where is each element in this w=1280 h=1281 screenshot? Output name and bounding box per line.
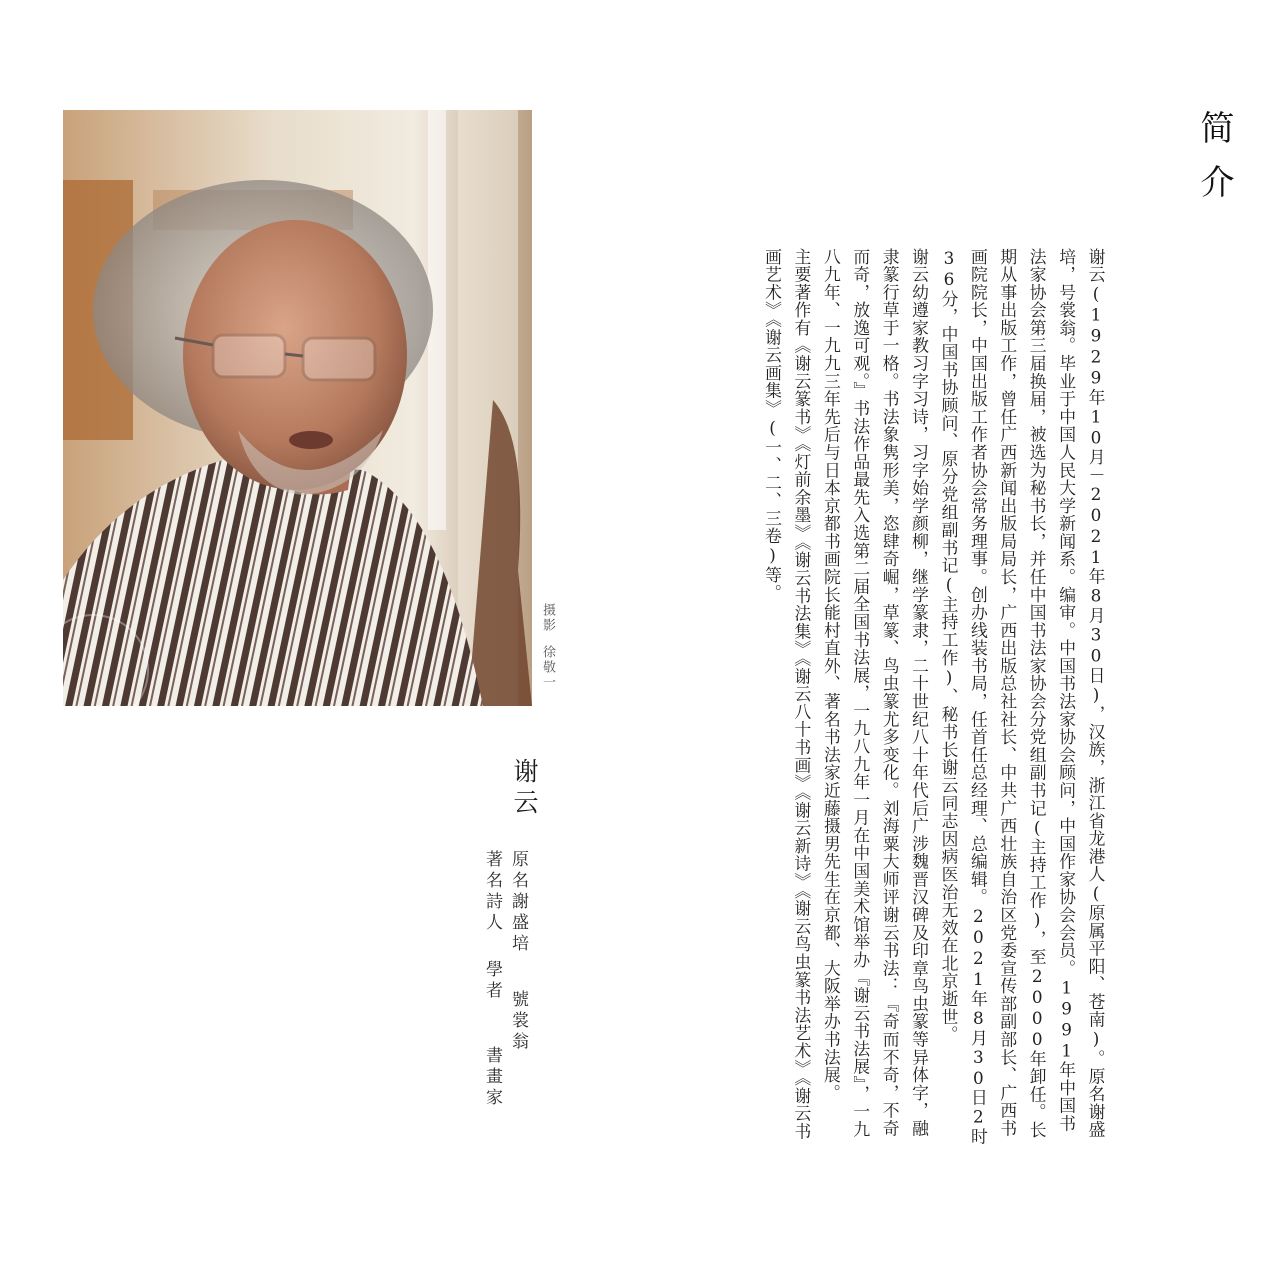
role-scholar: 學者 [482,960,502,1002]
photo-credit-label: 摄影 [540,603,555,633]
role-artist: 書畫家 [482,1046,502,1109]
photo-credit [538,603,557,690]
person-name: 谢云 [510,758,539,820]
bio-paragraph: 谢云(1929年10月－2021年8月30日)，汉族，浙江省龙港人(原属平阳、苍南)。原名谢盛培，号裳翁。毕业于中国人民大学新闻系。编审。中国书法家协会顾问，中国作家协会会员。1991年中国书法家协会第三届换届，被选为秘书长，并任中国书法家协会分党组副书记(主持工作)，至2000年卸任。长期从事出版工作，曾任广西新闻出版局局长，广西出版总社社长、中共广西壮族自治区党委宣传部副部长、广西书画院院长，中国出版工作者协会常务理事。创办线装书局，任首任总经理、总编辑。2021年8月30日2时36分，中国书协顾问、原分党组副书记(主持工作)、秘书长谢云同志因病医治无效在北京逝世。 [938,248,1106,1146]
bio-paragraph: 谢云幼遵家教习字习诗，习字始学颜柳，继学篆隶，二十世纪八十年代后广涉魏晋汉碑及印章鸟虫篆等异体字，融隶篆行草于一格。书法象隽形美，恣肆奇崛，草篆、鸟虫篆尤多变化。刘海粟大师评谢云书法：『奇而不奇，不奇而奇，放逸可观。』书法作品最先入选第二届全国书法展，一九八九年一月在中国美术馆举办『谢云书法展』，一九八九年、一九九三年先后与日本京都书画院长能村直外、著名书法家近藤摄男先生在京都、大阪举办书法展。 [821,248,930,1139]
role-poet: 著名詩人 [482,850,502,934]
portrait-illustration [63,110,532,706]
photo-credit-name: 徐敬一 [540,645,555,690]
biography [757,248,1110,1148]
style-name: 號裳翁 [508,990,528,1053]
former-name: 原名謝盛培 [508,850,528,955]
section-heading: 简介 [1194,110,1234,218]
bio-paragraph: 主要著作有《谢云篆书》《灯前余墨》《谢云书法集》《谢云八十书画》《谢云新诗》《谢云鸟虫篆书法艺术》《谢云书画艺术》《谢云画集》(一、二、三卷)等。 [762,248,812,1141]
portrait-photo [63,110,532,706]
